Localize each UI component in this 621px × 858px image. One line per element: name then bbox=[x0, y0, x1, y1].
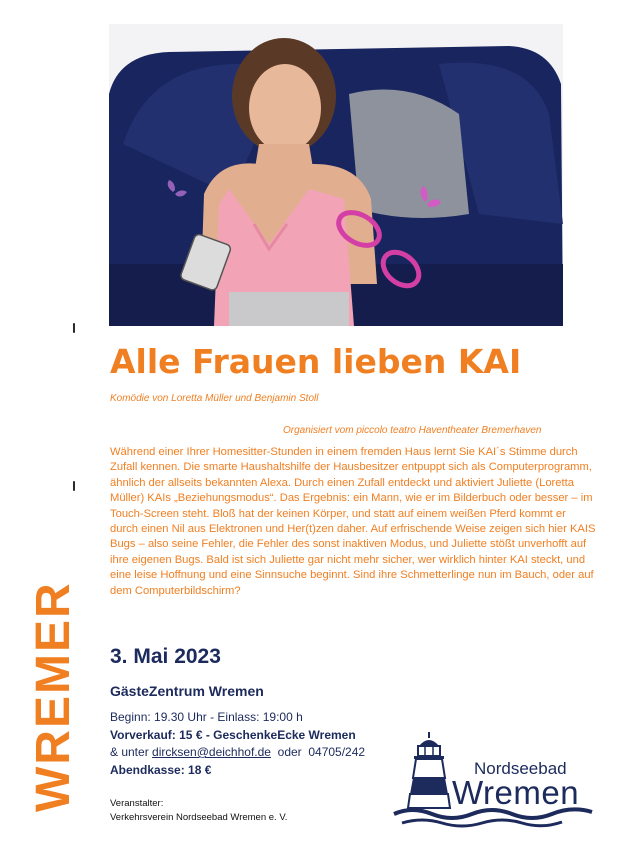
phone-number: 04705/242 bbox=[308, 745, 366, 759]
begin-time: Beginn: 19.30 Uhr - Einlass: 19:00 h bbox=[110, 710, 303, 724]
event-info bbox=[110, 709, 365, 779]
page-title: Alle Frauen lieben KAI bbox=[110, 342, 522, 381]
box-office bbox=[110, 762, 365, 780]
logo-text-wremen: Wremen bbox=[452, 774, 580, 811]
side-title-wremer: WREMER bbox=[27, 581, 80, 812]
contact-info bbox=[110, 744, 365, 762]
contact-or: oder bbox=[277, 745, 302, 759]
logo-text-nordseebad: Nordseebad bbox=[474, 759, 567, 778]
contact-prefix: & unter bbox=[110, 745, 149, 759]
presale-text: Vorverkauf: 15 € - GeschenkeEcke Wremen bbox=[110, 727, 356, 742]
organizer-name: Verkehrsverein Nordseebad Wremen e. V. bbox=[110, 812, 288, 823]
box-office-text: Abendkasse: 18 € bbox=[110, 762, 212, 777]
subtitle: Komödie von Loretta Müller und Benjamin Stoll bbox=[110, 393, 319, 404]
edge-mark bbox=[73, 323, 75, 333]
hero-photo bbox=[109, 24, 563, 326]
event-date: 3. Mai 2023 bbox=[110, 645, 221, 668]
organizer-line: Organisiert vom piccolo teatro Haventheater Bremerhaven bbox=[283, 425, 542, 436]
organizer-label: Veranstalter: bbox=[110, 798, 164, 809]
event-venue: GästeZentrum Wremen bbox=[110, 683, 264, 699]
email-link[interactable]: dircksen@deichhof.de bbox=[152, 745, 271, 759]
organizer-block bbox=[110, 797, 287, 825]
hero-photo-illustration bbox=[109, 24, 563, 326]
presale-info bbox=[110, 727, 365, 745]
description-text: Während einer Ihrer Homesitter-Stunden in einem fremden Haus lernt Sie KAI´s Stimme durch Zufall kennen. Die smarte Haushaltshilfe der Hausbesitzer entpuppt sich als Computerprogramm, ähnlich der allseits bekannten Alexa. Durch einen Zufall entdeckt und aktiviert Juliette (Loretta Müller) KAIs „Beziehungsmodus“. Das Ergebnis: ein Mann, wie er im Bilderbuch oder besser – im Touch-Screen steht. Bloß hat der keinen Körper, und statt auf einem weißen Pferd kommt er durch einen Nil aus Elektronen und Her(t)zen daher. Auf erfrischende Weise zeigen sich hier KAIS Bugs – also seine Fehler, die Fehler des sonst inaktiven Modus, und Juliette stößt unverhofft auf ihre eigenen Bugs. Bald ist sich Juliette gar nicht mehr sicher, wer wirklich hinter KAI steckt, und eine leise Hoffnung und eine Sinnsuche beginnt. Sind ihre Schmetterlinge nun im Bauch, oder auf dem Computerbildschirm? bbox=[110, 446, 596, 597]
edge-mark bbox=[73, 481, 75, 491]
